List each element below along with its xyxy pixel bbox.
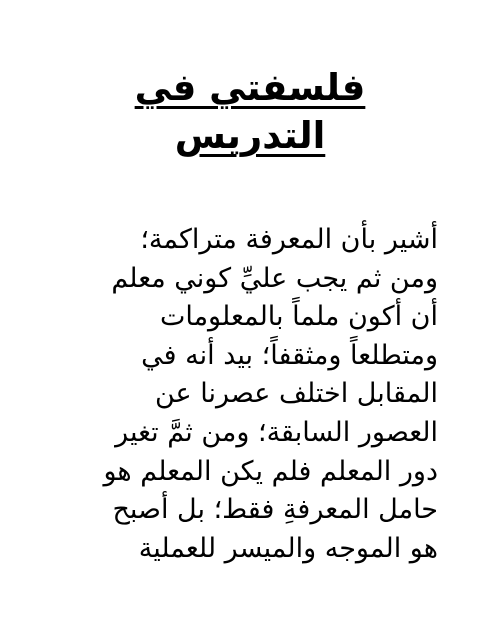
body-line-5: المقابل اختلف عصرنا عن — [155, 378, 438, 410]
body-line-1: أشير بأن المعرفة متراكمة؛ — [140, 224, 438, 255]
body-line-3: أن أكون ملماً بالمعلومات — [159, 301, 438, 333]
body-line-8: حامل المعرفةِ فقط؛ بل أصبح — [112, 494, 438, 526]
body-paragraph — [40, 221, 438, 568]
body-line-4: ومتطلعاً ومثقفاً؛ بيد أنه في — [141, 339, 438, 371]
body-line-7: دور المعلم فلم يكن المعلم هو — [103, 455, 438, 487]
body-line-9: هو الموجه والميسر للعملية — [138, 532, 438, 564]
body-line-2: ومن ثم يجب عليِّ كوني معلم — [111, 262, 438, 294]
page-title-line-1: فلسفتي في — [134, 66, 366, 109]
page-title-line-2: التدريس — [174, 114, 326, 157]
body-line-6: العصور السابقة؛ ومن ثمَّ تغير — [115, 416, 438, 448]
